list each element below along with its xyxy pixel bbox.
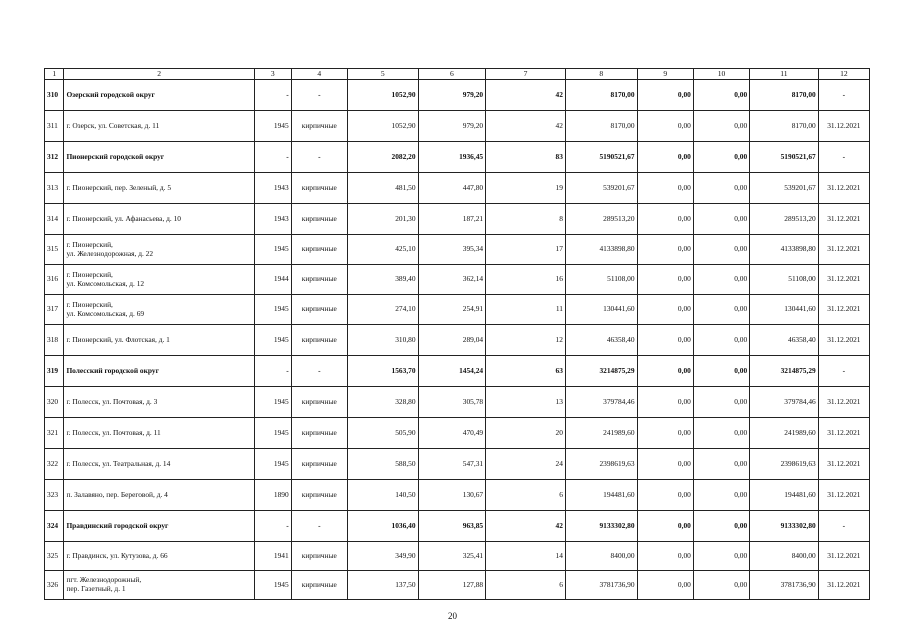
value-cell-11: 8170,00: [750, 111, 819, 142]
column-header: 12: [818, 69, 869, 80]
column-header: 5: [347, 69, 418, 80]
value-cell-7: 24: [486, 449, 566, 480]
value-cell-5: 140,50: [347, 480, 418, 511]
value-cell-7: 17: [486, 235, 566, 265]
date-cell: 31.12.2021: [818, 542, 869, 571]
value-cell-5: 505,90: [347, 418, 418, 449]
value-cell-6: 395,34: [418, 235, 486, 265]
address-cell: [64, 80, 254, 111]
wall-material-cell: кирпичные: [291, 571, 347, 600]
value-cell-5: 588,50: [347, 449, 418, 480]
address-line: Правдинский городской округ: [66, 520, 169, 530]
value-cell-5: 1052,90: [347, 80, 418, 111]
value-cell-7: 83: [486, 142, 566, 173]
value-cell-6: 289,04: [418, 325, 486, 356]
value-cell-8: 379784,46: [565, 387, 637, 418]
address-line: п. Залавяно, пер. Береговой, д. 4: [66, 489, 168, 499]
address-cell: [64, 449, 254, 480]
wall-material-cell: кирпичные: [291, 204, 347, 235]
value-cell-11: 3214875,29: [750, 356, 819, 387]
address-line: г. Правдинск, ул. Кутузова, д. 66: [66, 550, 168, 560]
value-cell-7: 13: [486, 387, 566, 418]
value-cell-8: 9133302,80: [565, 511, 637, 542]
value-cell-7: 6: [486, 480, 566, 511]
year-cell: 1890: [254, 480, 291, 511]
address-cell: [64, 142, 254, 173]
table-row: [45, 204, 870, 235]
value-cell-10: 0,00: [693, 511, 749, 542]
value-cell-7: 63: [486, 356, 566, 387]
date-cell: 31.12.2021: [818, 235, 869, 265]
value-cell-10: 0,00: [693, 449, 749, 480]
date-cell: -: [818, 356, 869, 387]
row-number: 321: [45, 418, 64, 449]
wall-material-cell: кирпичные: [291, 480, 347, 511]
value-cell-8: 51108,00: [565, 265, 637, 295]
value-cell-10: 0,00: [693, 80, 749, 111]
address-line: г. Озерск, ул. Советская, д. 11: [66, 120, 160, 130]
address-line: ул. Комсомольская, д. 69: [66, 308, 145, 318]
value-cell-5: 201,30: [347, 204, 418, 235]
table-row: [45, 480, 870, 511]
date-cell: 31.12.2021: [818, 571, 869, 600]
row-number: 313: [45, 173, 64, 204]
value-cell-6: 254,91: [418, 295, 486, 325]
value-cell-8: 194481,60: [565, 480, 637, 511]
value-cell-5: 137,50: [347, 571, 418, 600]
value-cell-6: 362,14: [418, 265, 486, 295]
date-cell: 31.12.2021: [818, 111, 869, 142]
value-cell-6: 979,20: [418, 111, 486, 142]
wall-material-cell: кирпичные: [291, 111, 347, 142]
table-row: [45, 173, 870, 204]
value-cell-5: 310,80: [347, 325, 418, 356]
value-cell-10: 0,00: [693, 571, 749, 600]
row-number: 320: [45, 387, 64, 418]
value-cell-11: 539201,67: [750, 173, 819, 204]
value-cell-7: 6: [486, 571, 566, 600]
table-row: [45, 111, 870, 142]
value-cell-5: 425,10: [347, 235, 418, 265]
district-group-row: [45, 511, 870, 542]
row-number: 318: [45, 325, 64, 356]
address-line: ул. Комсомольская, д. 12: [66, 278, 145, 288]
value-cell-10: 0,00: [693, 325, 749, 356]
address-line: г. Пионерский,: [66, 269, 113, 279]
value-cell-9: 0,00: [637, 542, 693, 571]
value-cell-7: 20: [486, 418, 566, 449]
value-cell-5: 328,80: [347, 387, 418, 418]
address-cell: [64, 173, 254, 204]
wall-material-cell: кирпичные: [291, 295, 347, 325]
value-cell-6: 1936,45: [418, 142, 486, 173]
address-cell: [64, 542, 254, 571]
value-cell-11: 8400,00: [750, 542, 819, 571]
date-cell: 31.12.2021: [818, 418, 869, 449]
value-cell-10: 0,00: [693, 356, 749, 387]
address-line: Полесский городской округ: [66, 365, 159, 375]
wall-material-cell: кирпичные: [291, 387, 347, 418]
value-cell-9: 0,00: [637, 387, 693, 418]
column-header: 11: [750, 69, 819, 80]
address-line: пер. Газетный, д. 1: [66, 584, 126, 593]
row-number: 322: [45, 449, 64, 480]
date-cell: 31.12.2021: [818, 387, 869, 418]
value-cell-8: 46358,40: [565, 325, 637, 356]
value-cell-8: 539201,67: [565, 173, 637, 204]
table-row: [45, 449, 870, 480]
table-row: [45, 571, 870, 600]
year-cell: -: [254, 80, 291, 111]
row-number: 310: [45, 80, 64, 111]
value-cell-11: 5190521,67: [750, 142, 819, 173]
value-cell-11: 289513,20: [750, 204, 819, 235]
date-cell: 31.12.2021: [818, 173, 869, 204]
address-line: г. Пионерский,: [66, 239, 113, 249]
value-cell-6: 447,80: [418, 173, 486, 204]
address-cell: [64, 295, 254, 325]
column-header: 6: [418, 69, 486, 80]
district-group-row: [45, 356, 870, 387]
district-group-row: [45, 142, 870, 173]
value-cell-11: 9133302,80: [750, 511, 819, 542]
address-line: пгт. Железнодорожный,: [66, 575, 142, 585]
wall-material-cell: -: [291, 80, 347, 111]
value-cell-8: 8170,00: [565, 80, 637, 111]
wall-material-cell: -: [291, 356, 347, 387]
value-cell-10: 0,00: [693, 235, 749, 265]
row-number: 323: [45, 480, 64, 511]
address-cell: [64, 480, 254, 511]
value-cell-10: 0,00: [693, 480, 749, 511]
column-header: 3: [254, 69, 291, 80]
wall-material-cell: кирпичные: [291, 542, 347, 571]
value-cell-11: 51108,00: [750, 265, 819, 295]
address-line: г. Полесск, ул. Почтовая, д. 3: [66, 396, 158, 406]
row-number: 314: [45, 204, 64, 235]
wall-material-cell: -: [291, 511, 347, 542]
column-header: 2: [64, 69, 254, 80]
value-cell-9: 0,00: [637, 295, 693, 325]
value-cell-11: 3781736,90: [750, 571, 819, 600]
address-cell: [64, 325, 254, 356]
year-cell: 1945: [254, 418, 291, 449]
value-cell-7: 11: [486, 295, 566, 325]
address-line: г. Пионерский,: [66, 299, 113, 309]
value-cell-8: 241989,60: [565, 418, 637, 449]
table-body: [45, 69, 870, 600]
column-number-header-row: [45, 69, 870, 80]
value-cell-9: 0,00: [637, 480, 693, 511]
value-cell-9: 0,00: [637, 571, 693, 600]
value-cell-9: 0,00: [637, 511, 693, 542]
value-cell-9: 0,00: [637, 111, 693, 142]
year-cell: 1941: [254, 542, 291, 571]
row-number: 325: [45, 542, 64, 571]
row-number: 316: [45, 265, 64, 295]
page-number: 20: [448, 611, 457, 621]
value-cell-10: 0,00: [693, 111, 749, 142]
address-line: Озерский городской округ: [66, 89, 155, 99]
column-header: 9: [637, 69, 693, 80]
value-cell-9: 0,00: [637, 265, 693, 295]
value-cell-7: 12: [486, 325, 566, 356]
wall-material-cell: -: [291, 142, 347, 173]
value-cell-5: 349,90: [347, 542, 418, 571]
value-cell-5: 389,40: [347, 265, 418, 295]
wall-material-cell: кирпичные: [291, 325, 347, 356]
date-cell: -: [818, 142, 869, 173]
value-cell-6: 1454,24: [418, 356, 486, 387]
value-cell-7: 42: [486, 511, 566, 542]
value-cell-5: 1052,90: [347, 111, 418, 142]
year-cell: 1944: [254, 265, 291, 295]
value-cell-6: 130,67: [418, 480, 486, 511]
value-cell-11: 241989,60: [750, 418, 819, 449]
wall-material-cell: кирпичные: [291, 235, 347, 265]
year-cell: 1945: [254, 387, 291, 418]
address-cell: [64, 571, 254, 600]
row-number: 315: [45, 235, 64, 265]
value-cell-10: 0,00: [693, 142, 749, 173]
value-cell-8: 8170,00: [565, 111, 637, 142]
table-row: [45, 325, 870, 356]
column-header: 10: [693, 69, 749, 80]
table-row: [45, 418, 870, 449]
housing-register-table: [44, 68, 870, 600]
district-group-row: [45, 80, 870, 111]
value-cell-6: 187,21: [418, 204, 486, 235]
value-cell-9: 0,00: [637, 356, 693, 387]
value-cell-11: 194481,60: [750, 480, 819, 511]
column-header: 8: [565, 69, 637, 80]
value-cell-7: 42: [486, 111, 566, 142]
value-cell-9: 0,00: [637, 80, 693, 111]
value-cell-9: 0,00: [637, 418, 693, 449]
value-cell-10: 0,00: [693, 204, 749, 235]
value-cell-7: 16: [486, 265, 566, 295]
address-cell: [64, 235, 254, 265]
value-cell-11: 4133898,80: [750, 235, 819, 265]
value-cell-10: 0,00: [693, 173, 749, 204]
value-cell-7: 14: [486, 542, 566, 571]
year-cell: 1945: [254, 325, 291, 356]
address-cell: [64, 387, 254, 418]
value-cell-7: 42: [486, 80, 566, 111]
value-cell-7: 8: [486, 204, 566, 235]
table-row: [45, 235, 870, 265]
value-cell-11: 130441,60: [750, 295, 819, 325]
table-row: [45, 265, 870, 295]
address-cell: [64, 204, 254, 235]
value-cell-6: 470,49: [418, 418, 486, 449]
address-line: г. Пионерский, ул. Флотская, д. 1: [66, 334, 170, 344]
value-cell-7: 19: [486, 173, 566, 204]
date-cell: 31.12.2021: [818, 325, 869, 356]
value-cell-8: 3781736,90: [565, 571, 637, 600]
date-cell: -: [818, 511, 869, 542]
date-cell: 31.12.2021: [818, 295, 869, 325]
year-cell: 1945: [254, 235, 291, 265]
value-cell-11: 8170,00: [750, 80, 819, 111]
year-cell: 1943: [254, 173, 291, 204]
value-cell-10: 0,00: [693, 265, 749, 295]
value-cell-11: 379784,46: [750, 387, 819, 418]
value-cell-11: 2398619,63: [750, 449, 819, 480]
value-cell-10: 0,00: [693, 542, 749, 571]
address-cell: [64, 265, 254, 295]
value-cell-5: 1563,70: [347, 356, 418, 387]
wall-material-cell: кирпичные: [291, 173, 347, 204]
year-cell: 1945: [254, 449, 291, 480]
year-cell: 1945: [254, 111, 291, 142]
value-cell-6: 325,41: [418, 542, 486, 571]
address-line: г. Пионерский, ул. Афанасьева, д. 10: [66, 213, 181, 223]
value-cell-10: 0,00: [693, 418, 749, 449]
column-header: 7: [486, 69, 566, 80]
value-cell-6: 305,78: [418, 387, 486, 418]
value-cell-5: 1036,40: [347, 511, 418, 542]
year-cell: 1945: [254, 571, 291, 600]
table-row: [45, 542, 870, 571]
year-cell: 1945: [254, 295, 291, 325]
row-number: 317: [45, 295, 64, 325]
address-line: ул. Железнодорожная, д. 22: [66, 248, 154, 258]
value-cell-6: 127,88: [418, 571, 486, 600]
row-number: 324: [45, 511, 64, 542]
value-cell-5: 274,10: [347, 295, 418, 325]
year-cell: 1943: [254, 204, 291, 235]
value-cell-6: 963,85: [418, 511, 486, 542]
address-cell: [64, 356, 254, 387]
row-number: 311: [45, 111, 64, 142]
value-cell-9: 0,00: [637, 204, 693, 235]
date-cell: 31.12.2021: [818, 480, 869, 511]
address-line: г. Полесск, ул. Театральная, д. 14: [66, 458, 171, 468]
year-cell: -: [254, 356, 291, 387]
address-cell: [64, 511, 254, 542]
value-cell-8: 8400,00: [565, 542, 637, 571]
value-cell-8: 3214875,29: [565, 356, 637, 387]
column-header: 4: [291, 69, 347, 80]
value-cell-10: 0,00: [693, 387, 749, 418]
address-cell: [64, 418, 254, 449]
value-cell-9: 0,00: [637, 449, 693, 480]
value-cell-10: 0,00: [693, 295, 749, 325]
value-cell-8: 2398619,63: [565, 449, 637, 480]
value-cell-9: 0,00: [637, 235, 693, 265]
wall-material-cell: кирпичные: [291, 449, 347, 480]
column-header: 1: [45, 69, 64, 80]
year-cell: -: [254, 511, 291, 542]
table-row: [45, 295, 870, 325]
value-cell-11: 46358,40: [750, 325, 819, 356]
value-cell-5: 2082,20: [347, 142, 418, 173]
value-cell-8: 5190521,67: [565, 142, 637, 173]
value-cell-6: 979,20: [418, 80, 486, 111]
address-line: г. Пионерский, пер. Зеленый, д. 5: [66, 182, 172, 192]
row-number: 326: [45, 571, 64, 600]
value-cell-5: 481,50: [347, 173, 418, 204]
year-cell: -: [254, 142, 291, 173]
value-cell-6: 547,31: [418, 449, 486, 480]
wall-material-cell: кирпичные: [291, 418, 347, 449]
value-cell-8: 4133898,80: [565, 235, 637, 265]
address-cell: [64, 111, 254, 142]
wall-material-cell: кирпичные: [291, 265, 347, 295]
row-number: 312: [45, 142, 64, 173]
value-cell-9: 0,00: [637, 142, 693, 173]
value-cell-8: 289513,20: [565, 204, 637, 235]
date-cell: 31.12.2021: [818, 449, 869, 480]
table-row: [45, 387, 870, 418]
address-line: г. Полесск, ул. Почтовая, д. 11: [66, 427, 161, 437]
value-cell-9: 0,00: [637, 325, 693, 356]
value-cell-9: 0,00: [637, 173, 693, 204]
address-line: Пионерский городской округ: [66, 151, 165, 161]
row-number: 319: [45, 356, 64, 387]
date-cell: 31.12.2021: [818, 204, 869, 235]
date-cell: -: [818, 80, 869, 111]
date-cell: 31.12.2021: [818, 265, 869, 295]
value-cell-8: 130441,60: [565, 295, 637, 325]
